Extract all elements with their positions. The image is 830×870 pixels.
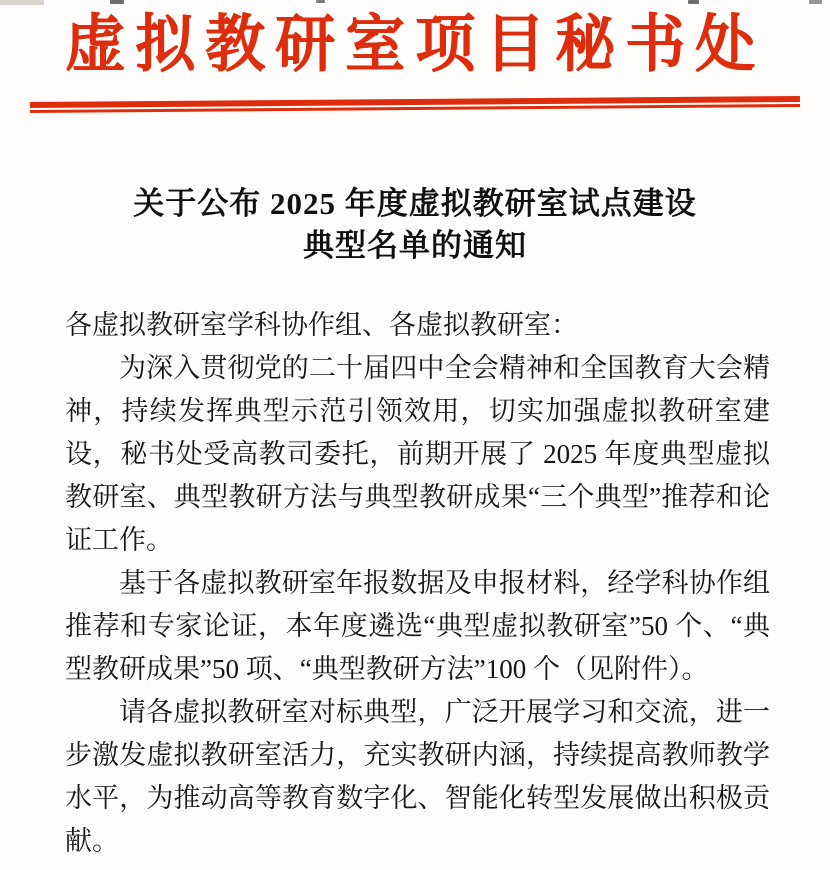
document-title-line2: 典型名单的通知	[303, 228, 527, 263]
salutation-line: 各虚拟教研室学科协作组、各虚拟教研室：	[65, 310, 578, 340]
body-paragraph-1: 为深入贯彻党的二十届四中全会精神和全国教育大会精神，持续发挥典型示范引领效用，切实加强虚拟教研室建设，秘书处受高教司委托，前期开展了 2025 年度典型虚拟教研室、典型教研方法与典型教研成果“三个典型”推荐和论证工作。	[65, 353, 770, 555]
document-title-line1: 关于公布 2025 年度虚拟教研室试点建设	[133, 186, 697, 221]
document-body	[65, 304, 770, 863]
letterhead-divider-rule	[30, 96, 800, 113]
body-paragraph-2: 基于各虚拟教研室年报数据及申报材料，经学科协作组推荐和专家论证，本年度遴选“典型虚拟教研室”50 个、“典型教研成果”50 项、“典型教研方法”100 个（见附件）。	[65, 568, 770, 684]
document-title	[0, 183, 830, 267]
letterhead-org-name: 虚拟教研室项目秘书处	[65, 10, 765, 79]
body-paragraph-3: 请各虚拟教研室对标典型，广泛开展学习和交流，进一步激发虚拟教研室活力，充实教研内涵，持续提高教师教学水平，为推动高等教育数字化、智能化转型发展做出积极贡献。	[65, 697, 770, 856]
scan-artifact	[316, 0, 325, 3]
